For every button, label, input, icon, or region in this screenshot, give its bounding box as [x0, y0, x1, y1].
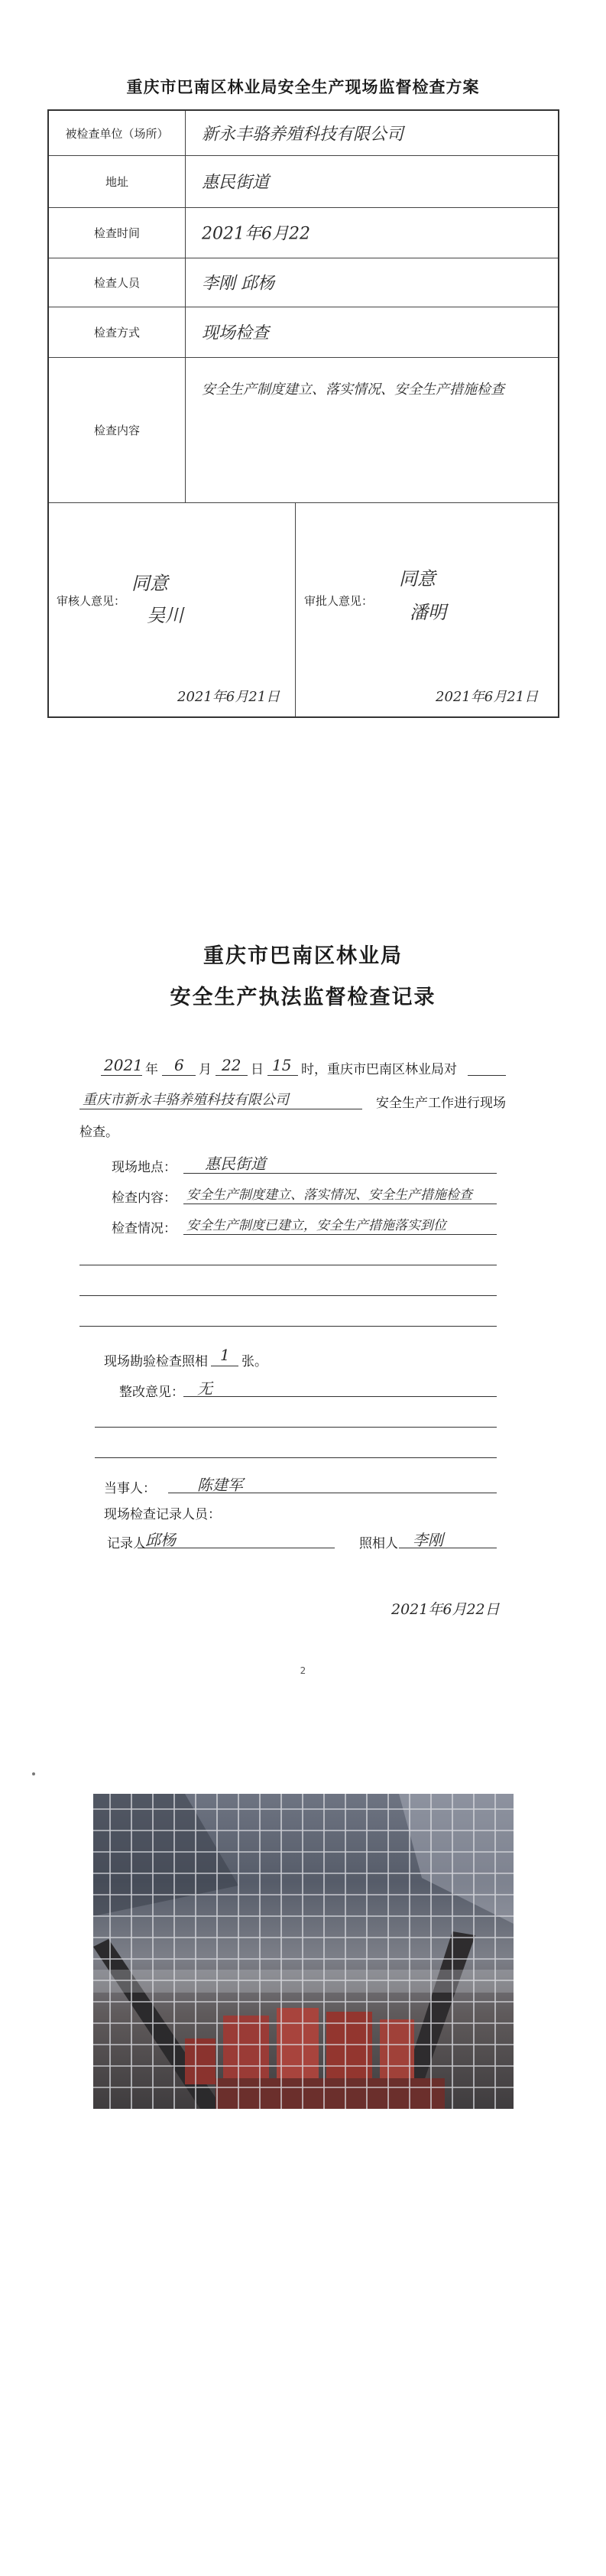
row-inspection-content	[49, 357, 558, 503]
reviewer-opinion-box	[49, 502, 296, 716]
situation-value: 安全生产制度已建立，安全生产措施落实到位	[186, 1218, 446, 1233]
label-inspected-unit: 被检查单位（场所）	[49, 111, 186, 155]
value-inspection-time: 2021年6月22	[202, 224, 310, 244]
blank-line-2	[79, 1295, 497, 1296]
reviewer-signature: 吴川	[147, 605, 183, 626]
value-inspected-unit: 新永丰骆养殖科技有限公司	[202, 125, 404, 145]
photographer-value: 李刚	[413, 1531, 443, 1549]
row-opinions	[49, 502, 558, 716]
unit-suffix: 安全生产工作进行现场	[376, 1096, 506, 1111]
approver-label: 审批人意见：	[304, 594, 374, 608]
location-value: 惠民街道	[205, 1155, 266, 1173]
label-inspection-time: 检查时间	[49, 207, 186, 258]
photographer-label: 照相人	[359, 1536, 398, 1551]
reviewer-label: 审核人意见：	[57, 594, 126, 608]
plan-table	[47, 109, 559, 718]
row-inspection-time	[49, 207, 558, 258]
record-title-line1: 重庆市巴南区林业局	[203, 944, 403, 968]
party-value: 陈建军	[197, 1476, 243, 1494]
approver-opinion: 同意	[399, 568, 436, 590]
year-suffix: 年	[145, 1062, 158, 1077]
row-inspectors	[49, 258, 558, 307]
hour-suffix: 时，重庆市巴南区林业局对	[301, 1062, 457, 1077]
month-suffix: 月	[199, 1062, 212, 1077]
value-inspection-content: 安全生产制度建立、落实情况、安全生产措施检查	[202, 382, 504, 398]
reviewer-date: 2021年6月21日	[177, 689, 280, 705]
label-inspection-content: 检查内容	[49, 357, 186, 502]
site-photo	[93, 1794, 514, 2109]
record-sign-date: 2021年6月22日	[391, 1601, 500, 1618]
label-address: 地址	[49, 155, 186, 207]
hour-underline	[267, 1075, 298, 1076]
value-inspection-method: 现场检查	[202, 323, 270, 343]
recorder-label: 记录人	[107, 1536, 146, 1551]
rectify-label: 整改意见：	[119, 1385, 184, 1400]
recorder-value: 邱杨	[145, 1531, 176, 1549]
month-underline	[162, 1075, 196, 1076]
location-underline	[183, 1173, 497, 1174]
line-end: 检查。	[79, 1125, 118, 1140]
rectify-blank-1	[95, 1427, 497, 1428]
situation-label: 检查情况：	[112, 1221, 177, 1236]
day-suffix: 日	[251, 1062, 264, 1077]
row-inspection-method	[49, 307, 558, 358]
location-label: 现场地点：	[112, 1160, 177, 1175]
label-inspection-method: 检查方式	[49, 307, 186, 357]
photo-suffix: 张。	[241, 1354, 267, 1369]
day-underline	[216, 1075, 248, 1076]
approver-signature: 潘明	[410, 602, 446, 623]
value-inspectors: 李刚 邱杨	[202, 274, 274, 294]
inspected-unit-name: 重庆市新永丰骆养殖科技有限公司	[83, 1092, 289, 1108]
approver-opinion-box	[295, 502, 558, 716]
record-hour: 15	[272, 1056, 292, 1074]
label-inspectors: 检查人员	[49, 258, 186, 307]
photo-count: 1	[220, 1346, 230, 1364]
year-underline	[101, 1075, 142, 1076]
rectify-value: 无	[197, 1379, 212, 1398]
site-photo-drawing	[93, 1794, 514, 2109]
approver-date: 2021年6月21日	[436, 689, 539, 705]
content-label: 检查内容：	[112, 1191, 177, 1206]
rectify-blank-2	[95, 1457, 497, 1458]
record-day: 22	[222, 1056, 241, 1074]
plan-title: 重庆市巴南区林业局安全生产现场监督检查方案	[126, 78, 480, 96]
content-value: 安全生产制度建立、落实情况、安全生产措施检查	[186, 1187, 472, 1203]
page-number: 2	[300, 1665, 306, 1676]
photo-prefix: 现场勘验检查照相	[104, 1354, 208, 1369]
situation-underline	[183, 1234, 497, 1235]
row-inspected-unit	[49, 111, 558, 156]
reviewer-opinion: 同意	[131, 573, 168, 594]
staff-label: 现场检查记录人员：	[104, 1507, 221, 1522]
record-year: 2021	[104, 1056, 143, 1074]
value-address: 惠民街道	[202, 173, 270, 193]
agency-underline	[468, 1075, 506, 1076]
scan-mark	[32, 1772, 35, 1775]
record-title-line2: 安全生产执法监督检查记录	[170, 986, 436, 1009]
rectify-underline	[183, 1396, 497, 1397]
record-month: 6	[174, 1056, 184, 1074]
row-address	[49, 155, 558, 208]
party-label: 当事人：	[104, 1481, 156, 1496]
blank-line-3	[79, 1326, 497, 1327]
